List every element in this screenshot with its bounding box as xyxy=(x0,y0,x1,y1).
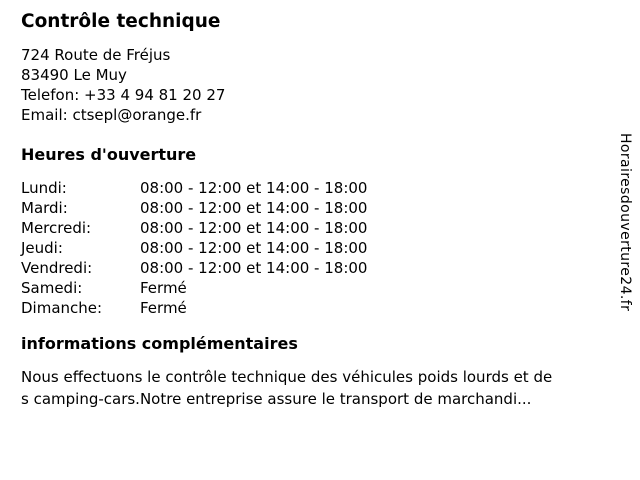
info-text-line-2: s camping-cars.Notre entreprise assure le transport de marchandi... xyxy=(21,390,532,408)
hours-row-saturday xyxy=(21,278,599,298)
hours-row-wednesday xyxy=(21,218,599,238)
info-text xyxy=(21,366,599,410)
watermark-vertical-text: Horairesdouverture24.fr xyxy=(617,133,633,312)
hours-table xyxy=(21,178,599,318)
email-address: ctsepl@orange.fr xyxy=(72,106,202,124)
main-content xyxy=(21,10,599,410)
hours-row-tuesday xyxy=(21,198,599,218)
address-line-1: 724 Route de Fréjus xyxy=(21,46,171,64)
hours-row-thursday xyxy=(21,238,599,258)
phone-number: +33 4 94 81 20 27 xyxy=(84,86,226,104)
email-line xyxy=(21,105,599,125)
phone-line xyxy=(21,85,599,105)
email-label: Email: xyxy=(21,106,68,124)
day-label: Vendredi: xyxy=(21,259,93,277)
info-heading: informations complémentaires xyxy=(21,334,298,353)
contact-block xyxy=(21,45,599,125)
day-hours: 08:00 - 12:00 et 14:00 - 18:00 xyxy=(140,259,368,277)
hours-row-monday xyxy=(21,178,599,198)
day-label: Mercredi: xyxy=(21,219,92,237)
day-hours: 08:00 - 12:00 et 14:00 - 18:00 xyxy=(140,219,368,237)
day-hours: 08:00 - 12:00 et 14:00 - 18:00 xyxy=(140,199,368,217)
day-hours: Fermé xyxy=(140,279,187,297)
day-label: Mardi: xyxy=(21,199,68,217)
day-hours: 08:00 - 12:00 et 14:00 - 18:00 xyxy=(140,239,368,257)
day-label: Lundi: xyxy=(21,179,67,197)
address-line-2: 83490 Le Muy xyxy=(21,66,127,84)
day-hours: Fermé xyxy=(140,299,187,317)
day-label: Jeudi: xyxy=(21,239,63,257)
page-title: Contrôle technique xyxy=(21,11,221,32)
hours-row-friday xyxy=(21,258,599,278)
day-label: Samedi: xyxy=(21,279,83,297)
day-label: Dimanche: xyxy=(21,299,103,317)
day-hours: 08:00 - 12:00 et 14:00 - 18:00 xyxy=(140,179,368,197)
hours-row-sunday xyxy=(21,298,599,318)
hours-heading: Heures d'ouverture xyxy=(21,145,197,164)
phone-label: Telefon: xyxy=(21,86,80,104)
info-text-line-1: Nous effectuons le contrôle technique des véhicules poids lourds et de xyxy=(21,368,553,386)
